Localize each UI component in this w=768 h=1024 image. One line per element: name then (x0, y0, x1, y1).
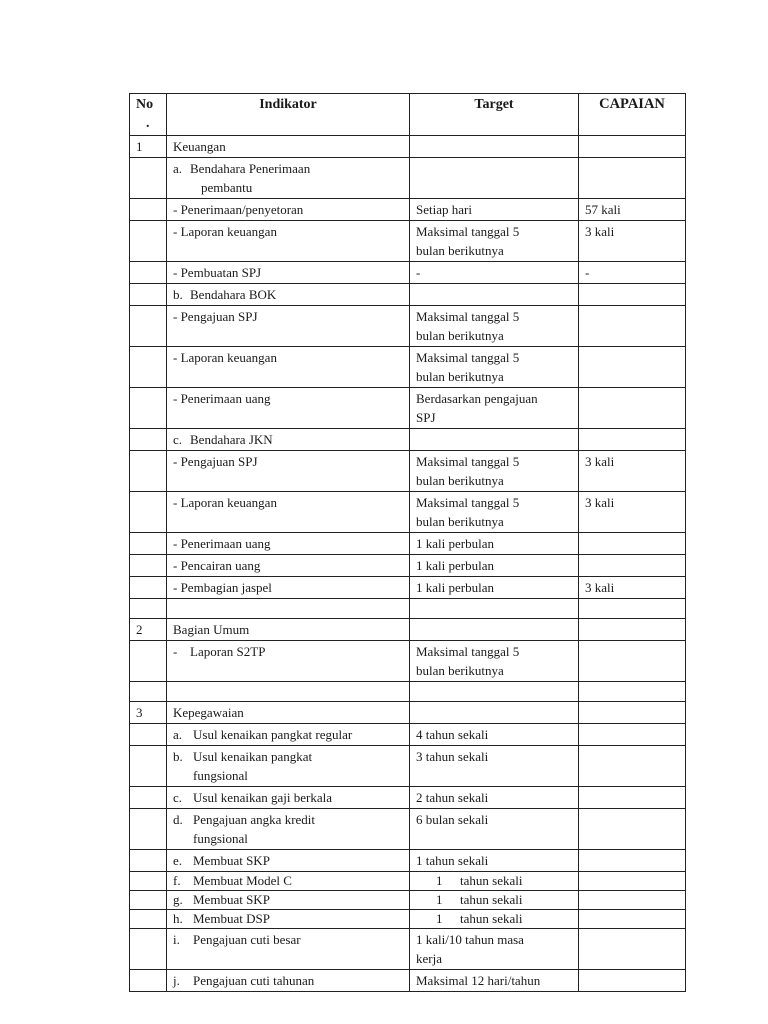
cell-target (410, 221, 579, 262)
indikator-text: Usul kenaikan pangkat regular (193, 727, 353, 742)
header-no-text: No (136, 97, 154, 112)
cell-no (130, 809, 167, 850)
cell-indikator: - Pengajuan SPJ (167, 451, 410, 492)
cell-capaian: 3 kali (579, 492, 686, 533)
indikator-text: Membuat SKP (193, 853, 270, 868)
table-row (130, 970, 686, 992)
table-row (130, 555, 686, 577)
item-marker: d. (173, 812, 183, 827)
indikator-text: Bendahara BOK (190, 287, 277, 302)
table-row (130, 221, 686, 262)
table-row (130, 388, 686, 429)
indikator-text: Membuat Model C (193, 873, 292, 888)
table-row (130, 199, 686, 221)
cell-no (130, 872, 167, 891)
cell-capaian (579, 891, 686, 910)
target-text: Maksimal tanggal 5 (416, 309, 520, 324)
cell-capaian (579, 702, 686, 724)
cell-target: 6 bulan sekali (410, 809, 579, 850)
cell-no (130, 724, 167, 746)
cell-target: 3 tahun sekali (410, 746, 579, 787)
cell-target (410, 599, 579, 619)
cell-no (130, 891, 167, 910)
cell-target (410, 388, 579, 429)
cell-indikator (167, 158, 410, 199)
item-marker: b. (173, 287, 183, 302)
table-row (130, 284, 686, 306)
cell-no (130, 599, 167, 619)
header-capaian: CAPAIAN (579, 94, 686, 136)
cell-target (410, 702, 579, 724)
cell-indikator: - Pengajuan SPJ (167, 306, 410, 347)
indikator-text: Membuat DSP (193, 911, 270, 926)
cell-indikator (167, 910, 410, 929)
table-row (130, 429, 686, 451)
target-text: Maksimal tanggal 5 (416, 644, 520, 659)
target-number: 1 (436, 911, 443, 926)
cell-capaian (579, 970, 686, 992)
cell-no (130, 682, 167, 702)
cell-no (130, 284, 167, 306)
cell-capaian (579, 724, 686, 746)
target-text-cont: bulan berikutnya (416, 663, 504, 678)
cell-capaian: 3 kali (579, 577, 686, 599)
cell-target (410, 891, 579, 910)
indikator-text: Membuat SKP (193, 892, 270, 907)
indikator-text: Usul kenaikan pangkat (193, 749, 313, 764)
indikator-text-cont: pembantu (201, 180, 253, 195)
cell-indikator: - Penerimaan/penyetoran (167, 199, 410, 221)
cell-target (410, 347, 579, 388)
table-header-row (130, 94, 686, 136)
cell-indikator (167, 850, 410, 872)
cell-capaian (579, 136, 686, 158)
item-marker: j. (173, 973, 180, 988)
target-text: tahun sekali (460, 911, 523, 926)
table-row (130, 910, 686, 929)
cell-indikator: - Pencairan uang (167, 555, 410, 577)
cell-indikator (167, 787, 410, 809)
table-row (130, 577, 686, 599)
cell-no (130, 787, 167, 809)
indikator-text: Pengajuan cuti besar (193, 932, 301, 947)
cell-no (130, 451, 167, 492)
cell-indikator: - Laporan keuangan (167, 347, 410, 388)
cell-indikator (167, 809, 410, 850)
item-marker: i. (173, 932, 180, 947)
cell-target: 2 tahun sekali (410, 787, 579, 809)
cell-capaian (579, 910, 686, 929)
cell-indikator (167, 929, 410, 970)
table-row (130, 929, 686, 970)
cell-indikator: - Laporan keuangan (167, 492, 410, 533)
cell-no: 2 (130, 619, 167, 641)
cell-capaian (579, 388, 686, 429)
item-marker: a. (173, 161, 183, 176)
cell-capaian (579, 555, 686, 577)
cell-no (130, 429, 167, 451)
table-row (130, 787, 686, 809)
indikator-text: Bendahara JKN (190, 432, 273, 447)
cell-no (130, 577, 167, 599)
table-row (130, 451, 686, 492)
target-text-cont: bulan berikutnya (416, 473, 504, 488)
cell-no (130, 388, 167, 429)
table-row (130, 347, 686, 388)
cell-target (410, 306, 579, 347)
target-text-cont: SPJ (416, 410, 436, 425)
cell-capaian: 57 kali (579, 199, 686, 221)
cell-capaian (579, 306, 686, 347)
table-row (130, 533, 686, 555)
cell-target (410, 872, 579, 891)
cell-no (130, 850, 167, 872)
cell-no (130, 347, 167, 388)
cell-no (130, 492, 167, 533)
table-row-empty (130, 599, 686, 619)
cell-target (410, 929, 579, 970)
cell-target: 4 tahun sekali (410, 724, 579, 746)
item-marker: h. (173, 911, 183, 926)
item-marker: a. (173, 727, 183, 742)
cell-indikator (167, 970, 410, 992)
cell-target (410, 136, 579, 158)
table-row (130, 262, 686, 284)
target-text-cont: bulan berikutnya (416, 369, 504, 384)
indikator-text-cont: fungsional (193, 831, 248, 846)
cell-indikator: - Pembuatan SPJ (167, 262, 410, 284)
indikator-text-cont: fungsional (193, 768, 248, 783)
cell-target (410, 158, 579, 199)
cell-indikator (167, 746, 410, 787)
target-text: tahun sekali (460, 892, 523, 907)
cell-indikator: - Penerimaan uang (167, 533, 410, 555)
cell-target (410, 284, 579, 306)
cell-no (130, 158, 167, 199)
table-row (130, 746, 686, 787)
cell-target: - (410, 262, 579, 284)
target-text: Berdasarkan pengajuan (416, 391, 538, 406)
item-marker: f. (173, 873, 181, 888)
cell-target (410, 429, 579, 451)
header-no-dot: . (146, 116, 150, 131)
cell-capaian (579, 929, 686, 970)
cell-target (410, 910, 579, 929)
cell-capaian (579, 746, 686, 787)
item-marker: e. (173, 853, 183, 868)
table-row (130, 158, 686, 199)
cell-no (130, 555, 167, 577)
cell-capaian (579, 641, 686, 682)
target-text-cont: bulan berikutnya (416, 514, 504, 529)
cell-target (410, 641, 579, 682)
table-row (130, 702, 686, 724)
cell-capaian (579, 284, 686, 306)
indikator-text: Usul kenaikan gaji berkala (193, 790, 332, 805)
table-row (130, 809, 686, 850)
indikator-text: Laporan S2TP (190, 644, 266, 659)
cell-indikator (167, 872, 410, 891)
item-marker: c. (173, 790, 183, 805)
target-number: 1 (436, 892, 443, 907)
cell-capaian: - (579, 262, 686, 284)
cell-target: 1 kali perbulan (410, 577, 579, 599)
table-row (130, 136, 686, 158)
target-text-cont: bulan berikutnya (416, 243, 504, 258)
cell-no (130, 221, 167, 262)
target-text-cont: kerja (416, 951, 442, 966)
cell-capaian (579, 533, 686, 555)
table-row (130, 891, 686, 910)
cell-no (130, 306, 167, 347)
cell-indikator: - Pembagian jaspel (167, 577, 410, 599)
cell-capaian (579, 809, 686, 850)
cell-no (130, 262, 167, 284)
table-row (130, 306, 686, 347)
cell-target (410, 492, 579, 533)
cell-no (130, 910, 167, 929)
cell-no: 3 (130, 702, 167, 724)
cell-capaian: 3 kali (579, 451, 686, 492)
target-text: Maksimal tanggal 5 (416, 350, 520, 365)
item-marker: - (173, 644, 178, 659)
cell-indikator (167, 284, 410, 306)
cell-indikator (167, 891, 410, 910)
cell-target: 1 kali perbulan (410, 555, 579, 577)
cell-indikator (167, 599, 410, 619)
table-row (130, 492, 686, 533)
cell-capaian (579, 429, 686, 451)
cell-no (130, 970, 167, 992)
table-row (130, 619, 686, 641)
table-row (130, 850, 686, 872)
cell-target (410, 451, 579, 492)
item-marker: g. (173, 892, 183, 907)
target-number: 1 (436, 873, 443, 888)
cell-capaian (579, 158, 686, 199)
table-row (130, 641, 686, 682)
cell-indikator: - Laporan keuangan (167, 221, 410, 262)
table-row (130, 724, 686, 746)
cell-no (130, 641, 167, 682)
item-marker: b. (173, 749, 183, 764)
target-text: Maksimal tanggal 5 (416, 224, 520, 239)
target-text: Maksimal tanggal 5 (416, 495, 520, 510)
cell-indikator: - Penerimaan uang (167, 388, 410, 429)
indicator-table (129, 93, 686, 992)
cell-indikator (167, 724, 410, 746)
target-text: Maksimal tanggal 5 (416, 454, 520, 469)
indikator-text: Pengajuan cuti tahunan (193, 973, 315, 988)
cell-indikator (167, 682, 410, 702)
indikator-text: Pengajuan angka kredit (193, 812, 316, 827)
cell-indikator (167, 641, 410, 682)
target-text-cont: bulan berikutnya (416, 328, 504, 343)
cell-indikator: Keuangan (167, 136, 410, 158)
cell-indikator: Bagian Umum (167, 619, 410, 641)
cell-capaian (579, 599, 686, 619)
cell-no (130, 746, 167, 787)
cell-capaian (579, 850, 686, 872)
cell-capaian (579, 619, 686, 641)
header-target: Target (410, 94, 579, 136)
target-text: 1 kali/10 tahun masa (416, 932, 524, 947)
cell-capaian (579, 682, 686, 702)
cell-indikator: Kepegawaian (167, 702, 410, 724)
cell-target (410, 682, 579, 702)
header-indikator: Indikator (167, 94, 410, 136)
cell-target: 1 kali perbulan (410, 533, 579, 555)
table-row-empty (130, 682, 686, 702)
cell-capaian: 3 kali (579, 221, 686, 262)
cell-target: 1 tahun sekali (410, 850, 579, 872)
cell-capaian (579, 872, 686, 891)
cell-no (130, 929, 167, 970)
header-no (130, 94, 167, 136)
cell-capaian (579, 347, 686, 388)
indikator-text: Bendahara Penerimaan (190, 161, 311, 176)
cell-no: 1 (130, 136, 167, 158)
table-row (130, 872, 686, 891)
cell-target (410, 619, 579, 641)
cell-capaian (579, 787, 686, 809)
target-text: tahun sekali (460, 873, 523, 888)
cell-no (130, 199, 167, 221)
cell-target: Maksimal 12 hari/tahun (410, 970, 579, 992)
cell-target: Setiap hari (410, 199, 579, 221)
cell-indikator (167, 429, 410, 451)
cell-no (130, 533, 167, 555)
item-marker: c. (173, 432, 183, 447)
